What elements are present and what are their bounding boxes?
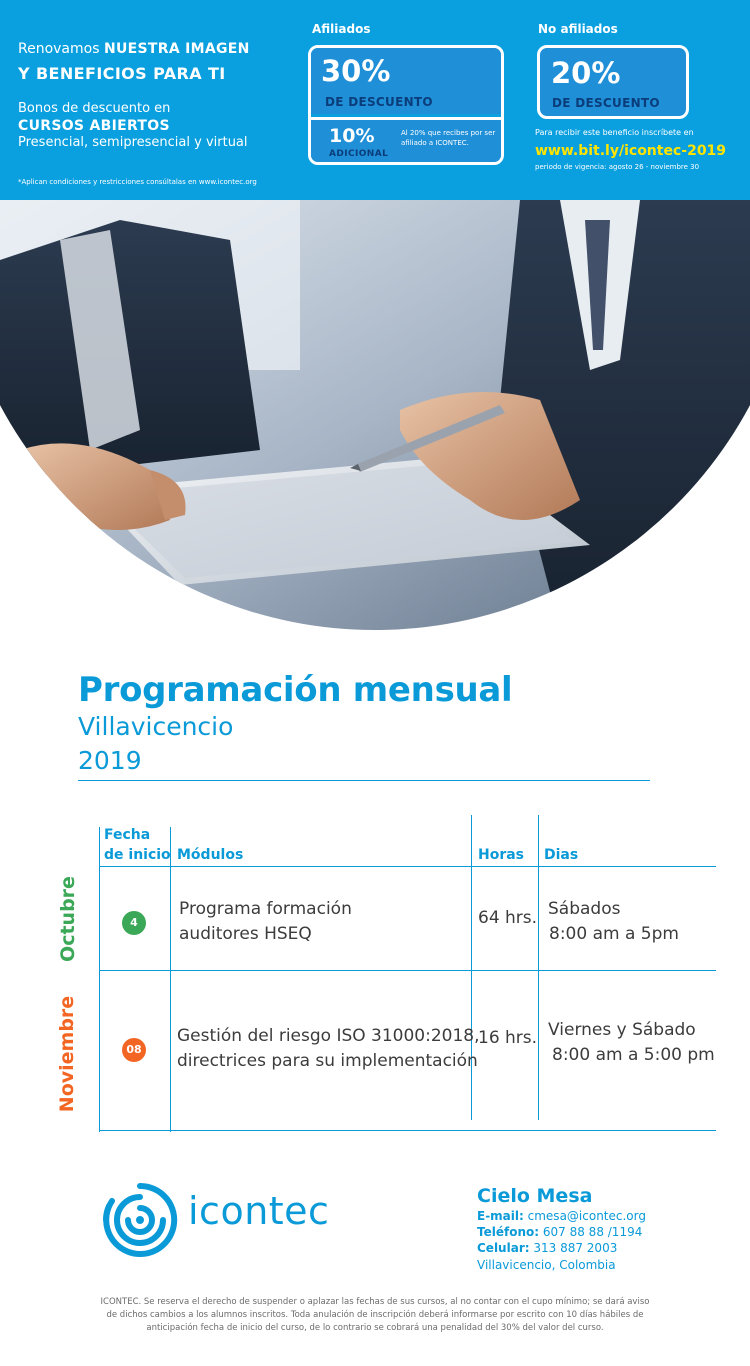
afiliados-main-label: DE DESCUENTO: [325, 95, 433, 109]
no-afiliados-label: DE DESCUENTO: [552, 96, 660, 110]
header-start-line1: Fecha: [104, 827, 151, 843]
email-label: E-mail:: [477, 1209, 524, 1223]
contact-phone: [477, 1225, 642, 1239]
module-line-2: auditores HSEQ: [179, 924, 312, 944]
afiliados-extra-percent: 10%: [329, 125, 375, 147]
module-line-2: directrices para su implementación: [177, 1051, 478, 1071]
email-link[interactable]: cmesa@icontec.org: [527, 1209, 646, 1223]
business-tablet-photo: [0, 200, 750, 630]
validity-period: periodo de vigencia: agosto 26 - noviembre 30: [535, 163, 700, 171]
days-line-2: 8:00 am a 5:00 pm: [552, 1045, 715, 1065]
start-day-badge: 08: [122, 1038, 146, 1062]
afiliados-main-percent: 30%: [321, 54, 391, 88]
contact-location: Villavicencio, Colombia: [477, 1258, 616, 1272]
no-afiliados-discount-box: [537, 45, 689, 119]
banner-line-4: CURSOS ABIERTOS: [18, 118, 170, 134]
title-divider: [78, 780, 650, 781]
module-days: [548, 897, 679, 947]
phone-label: Teléfono:: [477, 1225, 540, 1239]
register-text: Para recibir este beneficio inscríbete en: [535, 128, 694, 137]
table-divider-col2: [471, 815, 472, 1120]
header-hours: Horas: [478, 847, 525, 863]
logo-wordmark: icontec: [188, 1189, 330, 1233]
register-link[interactable]: www.bit.ly/icontec-2019: [535, 143, 727, 159]
phone-value: 607 88 88 /1194: [542, 1225, 643, 1239]
afiliados-discount-box: [308, 45, 504, 165]
start-day-badge: 4: [122, 911, 146, 935]
afiliados-extra-discount: [311, 117, 501, 162]
days-line-1: Viernes y Sábado: [548, 1020, 696, 1040]
module-hours: 64 hrs.: [478, 908, 538, 928]
banner-line-3: Bonos de descuento en: [18, 101, 171, 116]
table-header-rule: [99, 866, 716, 867]
table-bottom-rule: [99, 1130, 716, 1131]
month-label-october: Octubre: [57, 876, 79, 962]
month-label-november: Noviembre: [56, 995, 78, 1113]
module-hours: 16 hrs.: [478, 1028, 538, 1048]
mobile-value: 313 887 2003: [533, 1241, 618, 1255]
afiliados-main-discount: [311, 48, 501, 114]
no-afiliados-heading: No afiliados: [538, 22, 618, 36]
afiliados-extra-label: ADICIONAL: [329, 149, 389, 159]
header-modules: Módulos: [177, 847, 244, 863]
page-title: Programación mensual: [78, 670, 513, 710]
contact-email: [477, 1209, 646, 1223]
header-start-date: [104, 825, 171, 865]
photo-illustration: [0, 200, 750, 630]
days-line-1: Sábados: [548, 899, 621, 919]
module-name: [177, 1024, 480, 1074]
module-line-1: Programa formación: [179, 899, 352, 919]
no-afiliados-percent: 20%: [551, 56, 621, 90]
banner-line-5: Presencial, semipresencial y virtual: [18, 135, 248, 150]
promo-banner: [0, 0, 750, 200]
afiliados-extra-note: Al 20% que recibes por ser afiliado a ICONTEC.: [401, 129, 496, 147]
module-line-1: Gestión del riesgo ISO 31000:2018,: [177, 1026, 480, 1046]
table-border-left: [99, 827, 100, 1132]
banner-line-2: Y BENEFICIOS PARA TI: [18, 64, 226, 83]
table-divider-col1: [170, 827, 171, 1132]
year: 2019: [78, 746, 142, 775]
contact-mobile: [477, 1241, 617, 1255]
table-row-rule: [99, 970, 716, 971]
legal-disclaimer: ICONTEC. Se reserva el derecho de suspender o aplazar las fechas de sus cursos, al no contar con el cupo mínimo; se dará aviso de dichos cambios a los alumnos inscritos. Toda anulación de inscripción deberá informarse por escrito con 10 días hábiles de anticipación fecha de inicio del curso, de lo contrario se cobrará una penalidad del 30% del valor del curso.: [100, 1297, 650, 1333]
module-name: [179, 897, 352, 947]
contact-name: Cielo Mesa: [477, 1185, 593, 1207]
mobile-label: Celular:: [477, 1241, 530, 1255]
days-line-2: 8:00 am a 5pm: [549, 924, 679, 944]
banner-line-1: Renovamos NUESTRA IMAGEN: [18, 41, 250, 57]
city-name: Villavicencio: [78, 712, 234, 741]
table-divider-col3: [538, 815, 539, 1120]
header-days: Dias: [544, 847, 579, 863]
icontec-logo-icon: [100, 1180, 180, 1260]
module-days: [548, 1018, 715, 1068]
banner-footnote: *Aplican condiciones y restricciones consúltalas en www.icontec.org: [18, 178, 257, 186]
afiliados-heading: Afiliados: [312, 22, 371, 36]
header-start-line2: de inicio: [104, 847, 171, 863]
